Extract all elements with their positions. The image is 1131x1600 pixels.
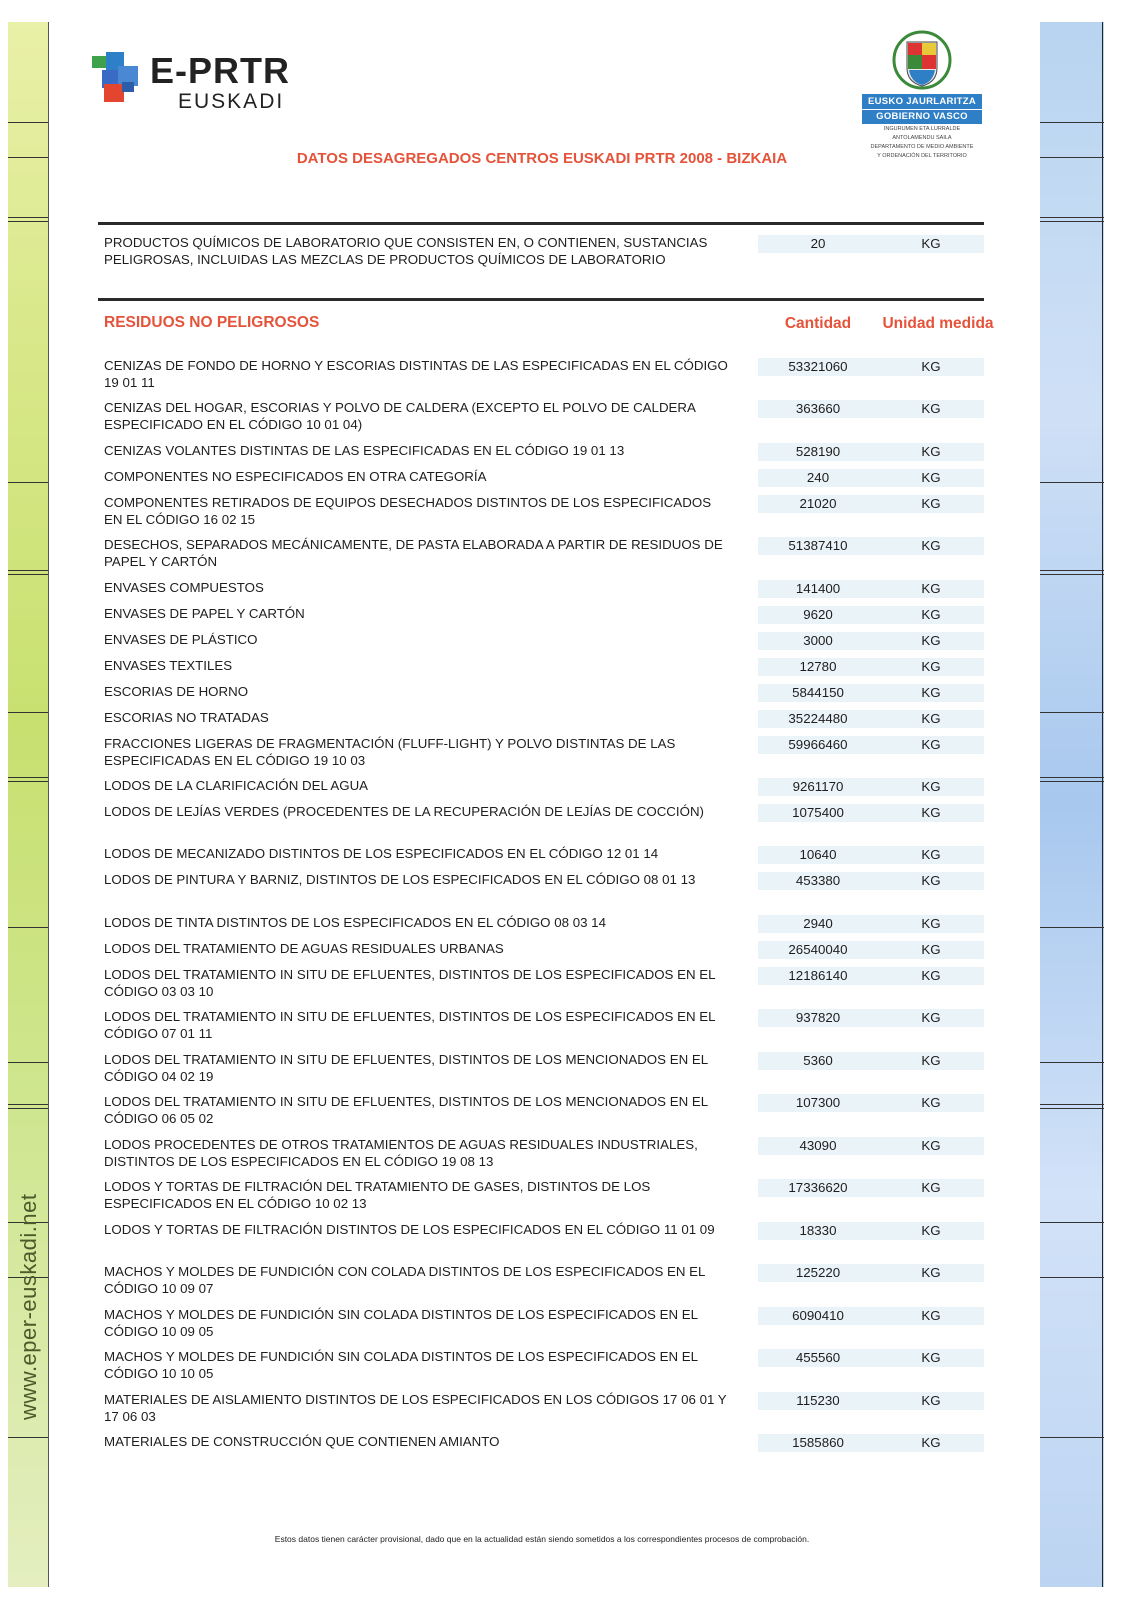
table-row xyxy=(98,1392,984,1434)
logo-title: E-PRTR xyxy=(150,50,290,91)
table-row xyxy=(98,469,984,495)
column-header-unit: Unidad medida xyxy=(882,315,994,332)
row-description: ENVASES DE PAPEL Y CARTÓN xyxy=(104,606,305,621)
dept-spanish-2: Y ORDENACIÓN DEL TERRITORIO xyxy=(877,153,967,159)
table-row xyxy=(98,537,984,580)
table-row xyxy=(98,967,984,1009)
row-unit: KG xyxy=(878,804,984,822)
row-description: LODOS DEL TRATAMIENTO IN SITU DE EFLUENTES, DISTINTOS DE LOS ESPECIFICADOS EN EL CÓDIGO 03 03 10 xyxy=(104,967,716,999)
gov-name-spanish: GOBIERNO VASCO xyxy=(862,109,982,124)
row-unit: KG xyxy=(878,469,984,487)
table-row xyxy=(98,400,984,443)
row-quantity: 20 xyxy=(758,235,878,253)
row-quantity: 453380 xyxy=(758,872,878,890)
row-unit: KG xyxy=(878,580,984,598)
row-quantity: 6090410 xyxy=(758,1307,878,1325)
table-row xyxy=(98,684,984,710)
row-quantity: 937820 xyxy=(758,1009,878,1027)
row-quantity: 115230 xyxy=(758,1392,878,1410)
row-unit: KG xyxy=(878,632,984,650)
section-rule xyxy=(98,298,984,301)
row-quantity: 107300 xyxy=(758,1094,878,1112)
row-quantity: 528190 xyxy=(758,443,878,461)
gov-name-basque: EUSKO JAURLARITZA xyxy=(862,94,982,109)
row-unit: KG xyxy=(878,1179,984,1197)
row-unit: KG xyxy=(878,778,984,796)
table-row xyxy=(98,358,984,400)
row-description: MACHOS Y MOLDES DE FUNDICIÓN SIN COLADA DISTINTOS DE LOS ESPECIFICADOS EN EL CÓDIGO 10 10 05 xyxy=(104,1349,698,1381)
row-description: LODOS DE TINTA DISTINTOS DE LOS ESPECIFICADOS EN EL CÓDIGO 08 03 14 xyxy=(104,915,606,930)
footer-note: Estos datos tienen carácter provisional, dado que en la actualidad están siendo sometidos a los correspondientes procesos de comprobación. xyxy=(274,1534,810,1544)
row-unit: KG xyxy=(878,495,984,513)
table-row xyxy=(98,710,984,736)
row-quantity: 51387410 xyxy=(758,537,878,555)
row-quantity: 240 xyxy=(758,469,878,487)
row-unit: KG xyxy=(878,1264,984,1282)
section-header xyxy=(98,312,994,336)
row-quantity: 12186140 xyxy=(758,967,878,985)
row-description: LODOS DEL TRATAMIENTO IN SITU DE EFLUENTES, DISTINTOS DE LOS ESPECIFICADOS EN EL CÓDIGO 07 01 11 xyxy=(104,1009,716,1041)
document-title: DATOS DESAGREGADOS CENTROS EUSKADI PRTR 2008 - BIZKAIA xyxy=(296,150,788,167)
row-quantity: 2940 xyxy=(758,915,878,933)
row-quantity: 141400 xyxy=(758,580,878,598)
row-description: LODOS DE LEJÍAS VERDES (PROCEDENTES DE LA RECUPERACIÓN DE LEJÍAS DE COCCIÓN) xyxy=(104,804,704,819)
row-quantity: 43090 xyxy=(758,1137,878,1155)
row-description: MATERIALES DE CONSTRUCCIÓN QUE CONTIENEN AMIANTO xyxy=(104,1434,500,1449)
row-description: CENIZAS DE FONDO DE HORNO Y ESCORIAS DISTINTAS DE LAS ESPECIFICADAS EN EL CÓDIGO 19 01 11 xyxy=(104,358,728,390)
row-quantity: 9261170 xyxy=(758,778,878,796)
row-description: ESCORIAS DE HORNO xyxy=(104,684,249,699)
row-quantity: 1075400 xyxy=(758,804,878,822)
row-unit: KG xyxy=(878,967,984,985)
row-quantity: 5360 xyxy=(758,1052,878,1070)
dept-spanish-1: DEPARTAMENTO DE MEDIO AMBIENTE xyxy=(870,144,974,150)
row-unit: KG xyxy=(878,658,984,676)
row-quantity: 9620 xyxy=(758,606,878,624)
row-unit: KG xyxy=(878,1307,984,1325)
row-description: COMPONENTES NO ESPECIFICADOS EN OTRA CATEGORÍA xyxy=(104,469,487,484)
row-description: LODOS Y TORTAS DE FILTRACIÓN DEL TRATAMIENTO DE GASES, DISTINTOS DE LOS ESPECIFICADOS EN EL CÓDIGO 10 02 13 xyxy=(104,1179,651,1211)
side-url: www.eper-euskadi.net xyxy=(16,1193,41,1420)
dept-basque-1: INGURUMEN ETA LURRALDE xyxy=(883,126,961,132)
table-row xyxy=(98,606,984,632)
row-quantity: 1585860 xyxy=(758,1434,878,1452)
row-unit: KG xyxy=(878,1052,984,1070)
row-quantity: 35224480 xyxy=(758,710,878,728)
table-row xyxy=(98,1052,984,1094)
row-description: CENIZAS DEL HOGAR, ESCORIAS Y POLVO DE CALDERA (EXCEPTO EL POLVO DE CALDERA ESPECIFICADO EN EL CÓDIGO 10 01 04) xyxy=(104,400,696,432)
row-description: COMPONENTES RETIRADOS DE EQUIPOS DESECHADOS DISTINTOS DE LOS ESPECIFICADOS EN EL CÓDIGO 16 02 15 xyxy=(104,495,712,527)
row-description: DESECHOS, SEPARADOS MECÁNICAMENTE, DE PASTA ELABORADA A PARTIR DE RESIDUOS DE PAPEL Y CARTÓN xyxy=(104,537,723,569)
row-unit: KG xyxy=(878,1137,984,1155)
row-unit: KG xyxy=(878,235,984,253)
row-unit: KG xyxy=(878,872,984,890)
table-row xyxy=(98,915,984,941)
row-quantity: 10640 xyxy=(758,846,878,864)
table-row xyxy=(98,1349,984,1392)
table-row xyxy=(98,1264,984,1307)
row-description: LODOS DEL TRATAMIENTO IN SITU DE EFLUENTES, DISTINTOS DE LOS MENCIONADOS EN EL CÓDIGO 04 02 19 xyxy=(104,1052,708,1084)
row-description: ESCORIAS NO TRATADAS xyxy=(104,710,269,725)
row-description: LODOS DE LA CLARIFICACIÓN DEL AGUA xyxy=(104,778,369,793)
row-quantity: 59966460 xyxy=(758,736,878,754)
row-unit: KG xyxy=(878,736,984,754)
table-row xyxy=(98,872,984,915)
row-quantity: 17336620 xyxy=(758,1179,878,1197)
row-unit: KG xyxy=(878,606,984,624)
section-title: RESIDUOS NO PELIGROSOS xyxy=(104,314,320,331)
row-description: MACHOS Y MOLDES DE FUNDICIÓN CON COLADA DISTINTOS DE LOS ESPECIFICADOS EN EL CÓDIGO 10 09 07 xyxy=(104,1264,705,1296)
row-quantity: 3000 xyxy=(758,632,878,650)
row-description: LODOS DEL TRATAMIENTO IN SITU DE EFLUENTES, DISTINTOS DE LOS MENCIONADOS EN EL CÓDIGO 06 05 02 xyxy=(104,1094,708,1126)
row-description: ENVASES TEXTILES xyxy=(104,658,233,673)
row-unit: KG xyxy=(878,443,984,461)
row-description: CENIZAS VOLANTES DISTINTAS DE LAS ESPECIFICADAS EN EL CÓDIGO 19 01 13 xyxy=(104,443,625,458)
row-unit: KG xyxy=(878,400,984,418)
dept-basque-2: ANTOLAMENDU SAILA xyxy=(892,135,952,141)
row-description: PRODUCTOS QUÍMICOS DE LABORATORIO QUE CONSISTEN EN, O CONTIENEN, SUSTANCIAS PELIGROSAS, INCLUIDAS LAS MEZCLAS DE PRODUCTOS QUÍMICOS DE LABORATORIO xyxy=(104,235,708,267)
column-header-quantity: Cantidad xyxy=(784,315,852,332)
row-unit: KG xyxy=(878,1009,984,1027)
table-row xyxy=(98,1137,984,1179)
row-description: LODOS DEL TRATAMIENTO DE AGUAS RESIDUALES URBANAS xyxy=(104,941,504,956)
row-description: LODOS DE MECANIZADO DISTINTOS DE LOS ESPECIFICADOS EN EL CÓDIGO 12 01 14 xyxy=(104,846,659,861)
row-unit: KG xyxy=(878,1434,984,1452)
row-unit: KG xyxy=(878,684,984,702)
table-row xyxy=(98,1009,984,1052)
row-description: ENVASES DE PLÁSTICO xyxy=(104,632,258,647)
logo-subtitle: EUSKADI xyxy=(178,90,285,113)
row-description: LODOS PROCEDENTES DE OTROS TRATAMIENTOS DE AGUAS RESIDUALES INDUSTRIALES, DISTINTOS DE LOS ESPECIFICADOS EN EL CÓDIGO 19 08 13 xyxy=(104,1137,698,1169)
table-row xyxy=(98,778,984,804)
row-unit: KG xyxy=(878,846,984,864)
row-unit: KG xyxy=(878,1392,984,1410)
table-row xyxy=(98,658,984,684)
table-row xyxy=(98,580,984,606)
table-row xyxy=(98,1307,984,1349)
table-row xyxy=(98,1179,984,1222)
table-row xyxy=(98,443,984,469)
table-row xyxy=(98,1094,984,1137)
table-row xyxy=(98,941,984,967)
row-unit: KG xyxy=(878,915,984,933)
row-description: MATERIALES DE AISLAMIENTO DISTINTOS DE LOS ESPECIFICADOS EN LOS CÓDIGOS 17 06 01 Y 17 06 03 xyxy=(104,1392,727,1424)
row-unit: KG xyxy=(878,710,984,728)
row-quantity: 455560 xyxy=(758,1349,878,1367)
row-description: LODOS DE PINTURA Y BARNIZ, DISTINTOS DE LOS ESPECIFICADOS EN EL CÓDIGO 08 01 13 xyxy=(104,872,696,887)
row-quantity: 53321060 xyxy=(758,358,878,376)
row-quantity: 5844150 xyxy=(758,684,878,702)
row-description: FRACCIONES LIGERAS DE FRAGMENTACIÓN (FLUFF-LIGHT) Y POLVO DISTINTAS DE LAS ESPECIFICADAS EN EL CÓDIGO 19 10 03 xyxy=(104,736,676,768)
government-emblem xyxy=(862,30,982,160)
waste-table xyxy=(98,358,984,1460)
table-row xyxy=(98,1434,984,1460)
row-unit: KG xyxy=(878,941,984,959)
table-row xyxy=(98,846,984,872)
row-quantity: 12780 xyxy=(758,658,878,676)
row-unit: KG xyxy=(878,537,984,555)
previous-category-table xyxy=(98,235,984,287)
table-row xyxy=(98,632,984,658)
table-row xyxy=(98,495,984,537)
table-row xyxy=(98,804,984,846)
table-row xyxy=(98,1222,984,1264)
row-unit: KG xyxy=(878,1222,984,1240)
row-description: LODOS Y TORTAS DE FILTRACIÓN DISTINTOS DE LOS ESPECIFICADOS EN EL CÓDIGO 11 01 09 xyxy=(104,1222,715,1237)
top-rule xyxy=(98,222,984,225)
row-quantity: 18330 xyxy=(758,1222,878,1240)
eprtr-logo-mark-icon xyxy=(92,52,146,104)
row-quantity: 125220 xyxy=(758,1264,878,1282)
table-row xyxy=(98,736,984,778)
table-row xyxy=(98,235,984,287)
row-unit: KG xyxy=(878,1349,984,1367)
row-quantity: 21020 xyxy=(758,495,878,513)
row-quantity: 26540040 xyxy=(758,941,878,959)
row-description: ENVASES COMPUESTOS xyxy=(104,580,264,595)
row-quantity: 363660 xyxy=(758,400,878,418)
row-unit: KG xyxy=(878,1094,984,1112)
row-unit: KG xyxy=(878,358,984,376)
coat-of-arms-icon xyxy=(887,30,957,90)
row-description: MACHOS Y MOLDES DE FUNDICIÓN SIN COLADA DISTINTOS DE LOS ESPECIFICADOS EN EL CÓDIGO 10 09 05 xyxy=(104,1307,698,1339)
right-decorative-strip xyxy=(1040,22,1104,1587)
